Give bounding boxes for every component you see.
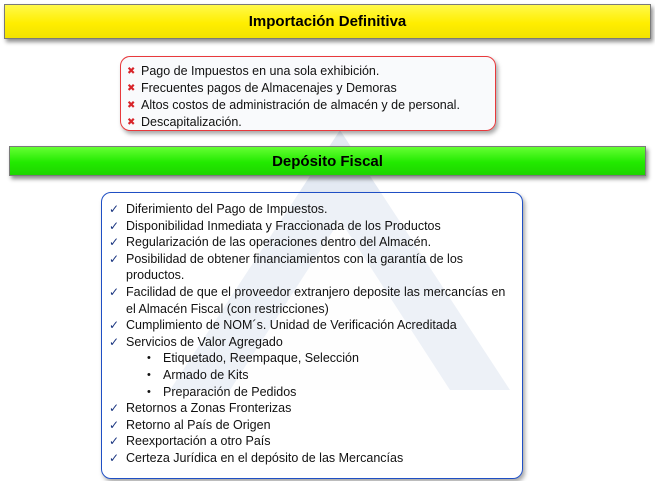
importacion-definitiva-title: Importación Definitiva <box>248 13 407 30</box>
import-issues-list <box>127 63 460 131</box>
deposito-fiscal-title: Depósito Fiscal <box>272 152 383 170</box>
checkmark-icon: ✓ <box>109 202 120 216</box>
list-item: ✓ Cumplimiento de NOM´s. Unidad de Verificación Acreditada <box>109 318 457 333</box>
checkmark-icon: ✓ <box>109 318 120 333</box>
cross-icon: ✖ <box>127 83 136 94</box>
list-item: ✖ Pago de Impuestos en una sola exhibición. <box>127 64 380 78</box>
list-item: ✓ Retorno al País de Origen <box>109 417 271 432</box>
checkmark-icon: ✓ <box>109 401 120 416</box>
bullet-icon: • <box>147 385 151 398</box>
list-item: ✓ Certeza Jurídica en el depósito de las Mercancías <box>109 450 404 465</box>
deposito-fiscal-banner <box>9 146 646 176</box>
sub-list-item: • Preparación de Pedidos <box>147 384 297 399</box>
list-item: ✓ Disponibilidad Inmediata y Fraccionada de los Productos <box>109 218 441 233</box>
checkmark-icon: ✓ <box>109 417 120 432</box>
list-item: ✓ Retornos a Zonas Fronterizas <box>109 401 292 416</box>
checkmark-icon: ✓ <box>109 434 120 449</box>
list-item: ✖ Frecuentes pagos de Almacenajes y Demoras <box>127 81 397 95</box>
list-item: ✓ Servicios de Valor Agregado <box>109 334 283 349</box>
checkmark-icon: ✓ <box>109 284 120 299</box>
checkmark-icon: ✓ <box>109 450 120 465</box>
sub-list-item: • Armado de Kits <box>147 367 249 382</box>
sub-list-item: • Etiquetado, Reempaque, Selección <box>147 351 359 366</box>
cross-icon: ✖ <box>127 100 136 111</box>
bullet-icon: • <box>147 352 151 365</box>
list-item: ✓ Facilidad de que el proveedor extranjero deposite las mercancías en el Almacén Fiscal (con restricciones) <box>109 284 506 316</box>
list-item: ✖ Altos costos de administración de almacén y de personal. <box>127 98 460 112</box>
importacion-definitiva-banner <box>4 4 651 39</box>
deposit-benefits-list <box>109 201 509 467</box>
checkmark-icon: ✓ <box>109 334 120 349</box>
checkmark-icon: ✓ <box>109 218 120 233</box>
bullet-icon: • <box>147 368 151 381</box>
list-item: ✖ Descapitalización. <box>127 115 242 129</box>
checkmark-icon: ✓ <box>109 251 120 266</box>
list-item: ✓ Posibilidad de obtener financiamientos con la garantía de los productos. <box>109 251 464 283</box>
list-item: ✓ Reexportación a otro País <box>109 434 271 449</box>
cross-icon: ✖ <box>127 117 136 128</box>
cross-icon: ✖ <box>127 66 136 77</box>
checkmark-icon: ✓ <box>109 235 120 250</box>
list-item: ✓ Diferimiento del Pago de Impuestos. <box>109 202 328 216</box>
list-item: ✓ Regularización de las operaciones dentro del Almacén. <box>109 235 432 250</box>
